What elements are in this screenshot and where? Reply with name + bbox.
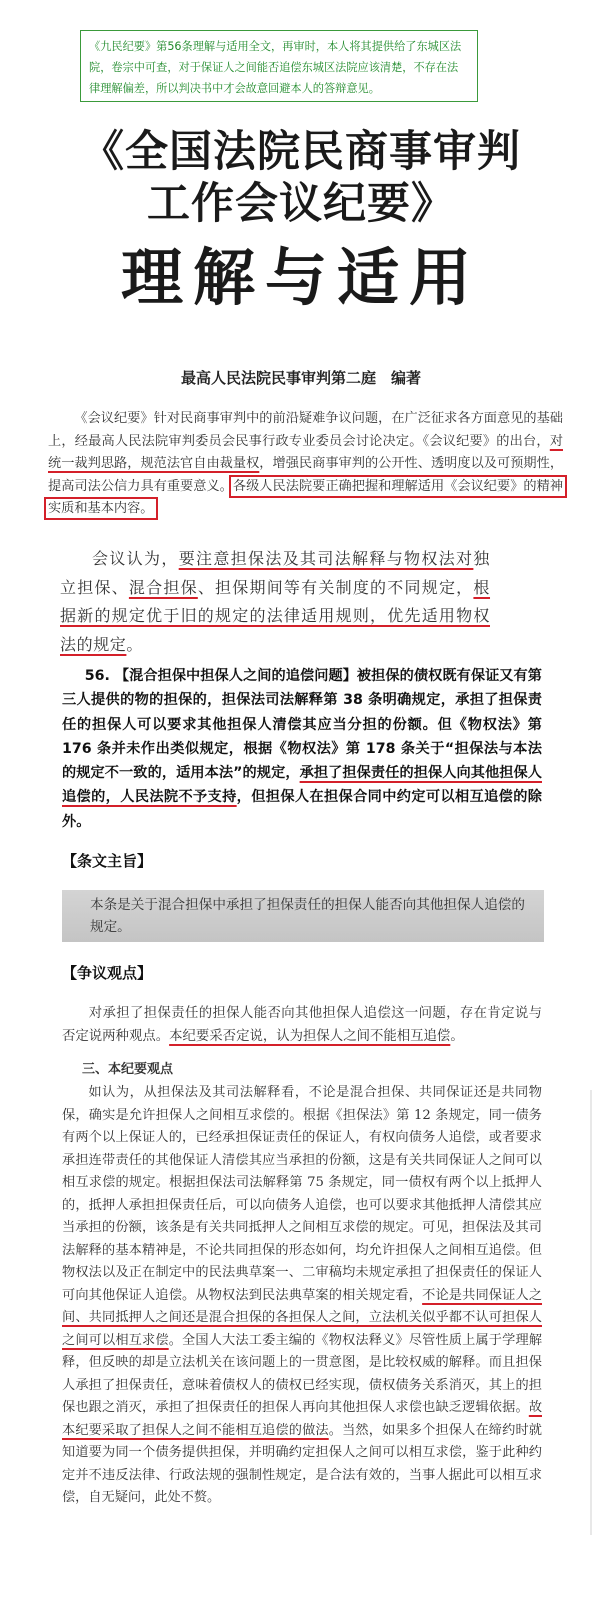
scan-edge-line xyxy=(590,1090,592,1535)
meeting-mid-2: 、担保期间等有关制度的不同规定， xyxy=(197,577,474,597)
intro-underlined: 对统一裁判思路，规范法官自由裁量权 xyxy=(48,433,563,471)
intro-text-end: ，增强民商事审判的公开性、透明度以及可预期性，提高司法公信力具有重要意义。 xyxy=(48,456,564,494)
article-heading: 【混合担保中担保人之间的追偿问题】 xyxy=(114,668,357,684)
book-title-line3: 理解与适用 xyxy=(120,241,481,314)
book-title-line2: 工作会议纪要》 xyxy=(147,179,455,229)
meeting-underlined-2: 混合担保 xyxy=(128,577,198,597)
meeting-paragraph xyxy=(60,545,490,659)
meeting-end: 。 xyxy=(126,634,144,654)
meeting-mid-1: 独立担保、 xyxy=(60,549,490,597)
body-text-b: 。全国人大法工委主编的《物权法释义》尽管性质上属于学理解释，但反映的却是立法机关在该问题上的一贯意图，是比较权威的解释。而且担保人承担了担保责任，意味着债权人的债权已经实现，债权债务关系消灭，其上的担保也跟之消灭，承担了担保责任的担保人再向其他担保人求偿也缺乏逻辑依据。 xyxy=(62,1332,543,1415)
views-end: 。 xyxy=(450,1029,464,1044)
heading-views: 【争议观点】 xyxy=(62,964,153,982)
body-underlined-1: 不论是共同保证人之间、共同抵押人之间还是混合担保的各担保人之间，立法机关似乎都不认可担保人之间可以相互求偿 xyxy=(62,1287,543,1348)
book-editor: 最高人民法院民事审判第二庭 编著 xyxy=(180,369,421,387)
article-text-end: ，但担保人在担保合同中约定可以相互追偿的除外。 xyxy=(62,789,542,830)
body-text-c: 。当然，如果多个担保人在缔约时就知道要为同一个债务提供担保，并明确约定担保人之间可以相互求偿，鉴于此种约定并不违反法律、行政法规的强制性规定，是合法有效的，当事人据此可以相互求偿，自无疑问，此处不赘。 xyxy=(62,1422,542,1505)
views-paragraph xyxy=(62,1002,542,1048)
body-paragraph xyxy=(62,1082,542,1510)
views-underlined: 本纪要采否定说，认为担保人之间不能相互追偿 xyxy=(169,1029,451,1044)
annotation-note: 《九民纪要》第56条理解与适用全文，再审时，本人将其提供给了东城区法院，卷宗中可查，对于保证人之间能否追偿东城区法院应该清楚，不存在法律理解偏差，所以判决书中才会故意回避本人的答辩意见。 xyxy=(80,30,478,102)
intro-text: 《会议纪要》针对民商事审判中的前沿疑难争议问题，在广泛征求各方面意见的基础上，经最高人民法院审判委员会民事行政专业委员会讨论决定。《会议纪要》的出台， xyxy=(48,411,563,449)
meeting-underlined-1: 要注意担保法及其司法解释与物权法对 xyxy=(178,549,474,568)
article-56-paragraph xyxy=(62,664,542,834)
section-3-title: 三、本纪要观点 xyxy=(82,1062,174,1077)
meeting-pre: 会议认为， xyxy=(92,549,179,568)
article-number: 56. xyxy=(84,668,110,684)
body-text-a: 如认为，从担保法及其司法解释看，不论是混合担保、共同保证还是共同物保，确实是允许担保人之间相互求偿的。根据《担保法》第 12 条规定，同一债务有两个以上保证人的，已经承担保证责任的保证人，有权向债务人追偿，或者要求承担连带责任的其他保证人清偿其应当承担的份额，这是有关共同保证人之间可以相互求偿的规定。根据担保法司法解释第 75 条规定，同一债权有两个以上抵押人的，抵押人承担担保责任后，可以向债务人追偿，也可以要求其他抵押人清偿其应当承担的份额，该条是有关共同抵押人之间相互求偿的规定。可见，担保法及其司法解释的基本精神是，不论共同担保的形态如何，均允许担保人之间相互追偿。但物权法以及正在制定中的民法典草案一、二审稿均未规定承担了担保责任的保证人可向其他保证人追偿。从物权法到民法典草案的相关规定看， xyxy=(62,1085,542,1303)
article-text: 被担保的债权既有保证又有第三人提供的物的担保的，担保法司法解释第 38 条明确规定，承担了担保责任的担保人可以要求其他担保人清偿其应当分担的份额。但《物权法》第 176 条并未作出类似规定，根据《物权法》第 178 条关于“担保法与本法的规定不一致的，适用本法”的规定， xyxy=(62,668,542,782)
book-title-line1: 《全国法院民商事审判 xyxy=(81,127,521,177)
article-underlined: 承担了担保责任的担保人向其他担保人追偿的，人民法院不予支持 xyxy=(62,765,542,806)
intro-paragraph xyxy=(48,408,563,521)
gist-paragraph: 本条是关于混合担保中承担了担保责任的担保人能否向其他担保人追偿的规定。 xyxy=(62,890,544,942)
views-text: 对承担了担保责任的担保人能否向其他担保人追偿这一问题，存在肯定说与否定说两种观点。 xyxy=(62,1006,542,1044)
heading-gist: 【条文主旨】 xyxy=(62,852,153,870)
meeting-underlined-3: 根据新的规定优于旧的规定的法律适用规则，优先适用物权法的规定 xyxy=(60,577,491,654)
intro-boxed-sentence: 各级人民法院要正确把握和理解适用《会议纪要》的精神实质和基本内容。 xyxy=(48,478,564,516)
body-underlined-2: 故本纪要采取了担保人之间不能相互追偿的做法 xyxy=(62,1400,542,1438)
